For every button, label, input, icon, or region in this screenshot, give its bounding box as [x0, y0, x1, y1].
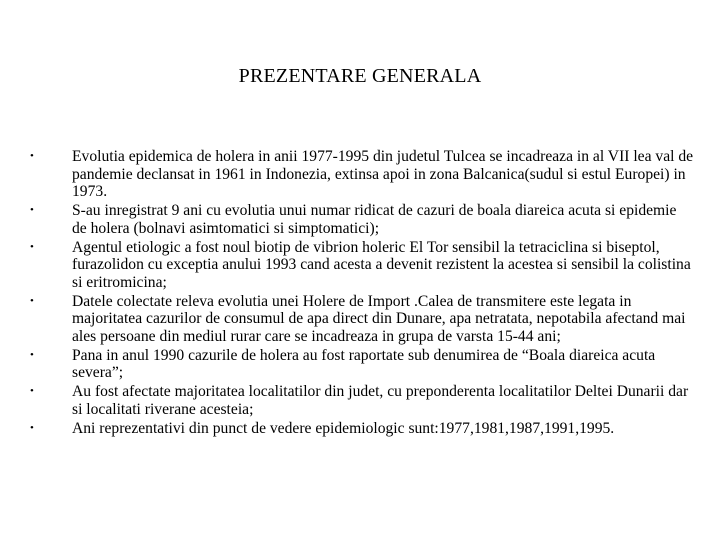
slide-title: PREZENTARE GENERALA	[238, 65, 482, 87]
bullet-dot-icon: •	[30, 240, 34, 253]
bullet-text: Pana in anul 1990 cazurile de holera au fost raportate sub denumirea de “Boala diareica acuta severa”;	[72, 346, 656, 382]
bullet-item	[26, 239, 694, 292]
bullet-dot-icon: •	[30, 385, 34, 398]
bullet-text: Evolutia epidemica de holera in anii 1977-1995 din judetul Tulcea se incadreaza in al VII lea val de pandemie declansat in 1961 in Indonezia, extinsa apoi in zona Balcanica(sudul si estul Europei) in 1973.	[72, 148, 694, 201]
bullet-item	[26, 383, 694, 418]
bullet-dot-icon: •	[30, 204, 34, 217]
bullet-item	[26, 202, 694, 237]
bullet-text: S-au inregistrat 9 ani cu evolutia unui numar ridicat de cazuri de boala diareica acuta si epidemie de holera (bolnavi asimtomatici si simptomatici);	[72, 202, 677, 237]
bullet-text: Agentul etiologic a fost noul biotip de vibrion holeric El Tor sensibil la tetraciclina si biseptol, furazolidon cu exceptia anului 1993 cand acesta a devenit rezistent la acestea si sensibil la colistina si eritromicina;	[72, 238, 691, 291]
bullet-dot-icon: •	[30, 294, 34, 307]
bullet-item	[26, 420, 694, 438]
bullet-text: Ani reprezentativi din punct de vedere epidemiologic sunt:1977,1981,1987,1991,1995.	[72, 419, 615, 437]
bullet-item	[26, 347, 694, 382]
bullet-list	[26, 148, 694, 438]
bullet-dot-icon: •	[30, 421, 34, 434]
bullet-dot-icon: •	[30, 150, 34, 162]
bullet-item	[26, 148, 694, 201]
bullet-item	[26, 293, 694, 346]
bullet-dot-icon: •	[30, 348, 34, 361]
bullet-text: Au fost afectate majoritatea localitatilor din judet, cu preponderenta localitatilor Deltei Dunarii dar si localitati riverane acesteia;	[72, 383, 689, 418]
bullet-text: Datele colectate releva evolutia unei Holere de Import .Calea de transmitere este legata in majoritatea cazurilor de consumul de apa direct din Dunare, apa netratata, nepotabila afectand mai ales persoane din mediul rurar care se incadreaza in grupa de varsta 15-44 ani;	[72, 292, 686, 346]
